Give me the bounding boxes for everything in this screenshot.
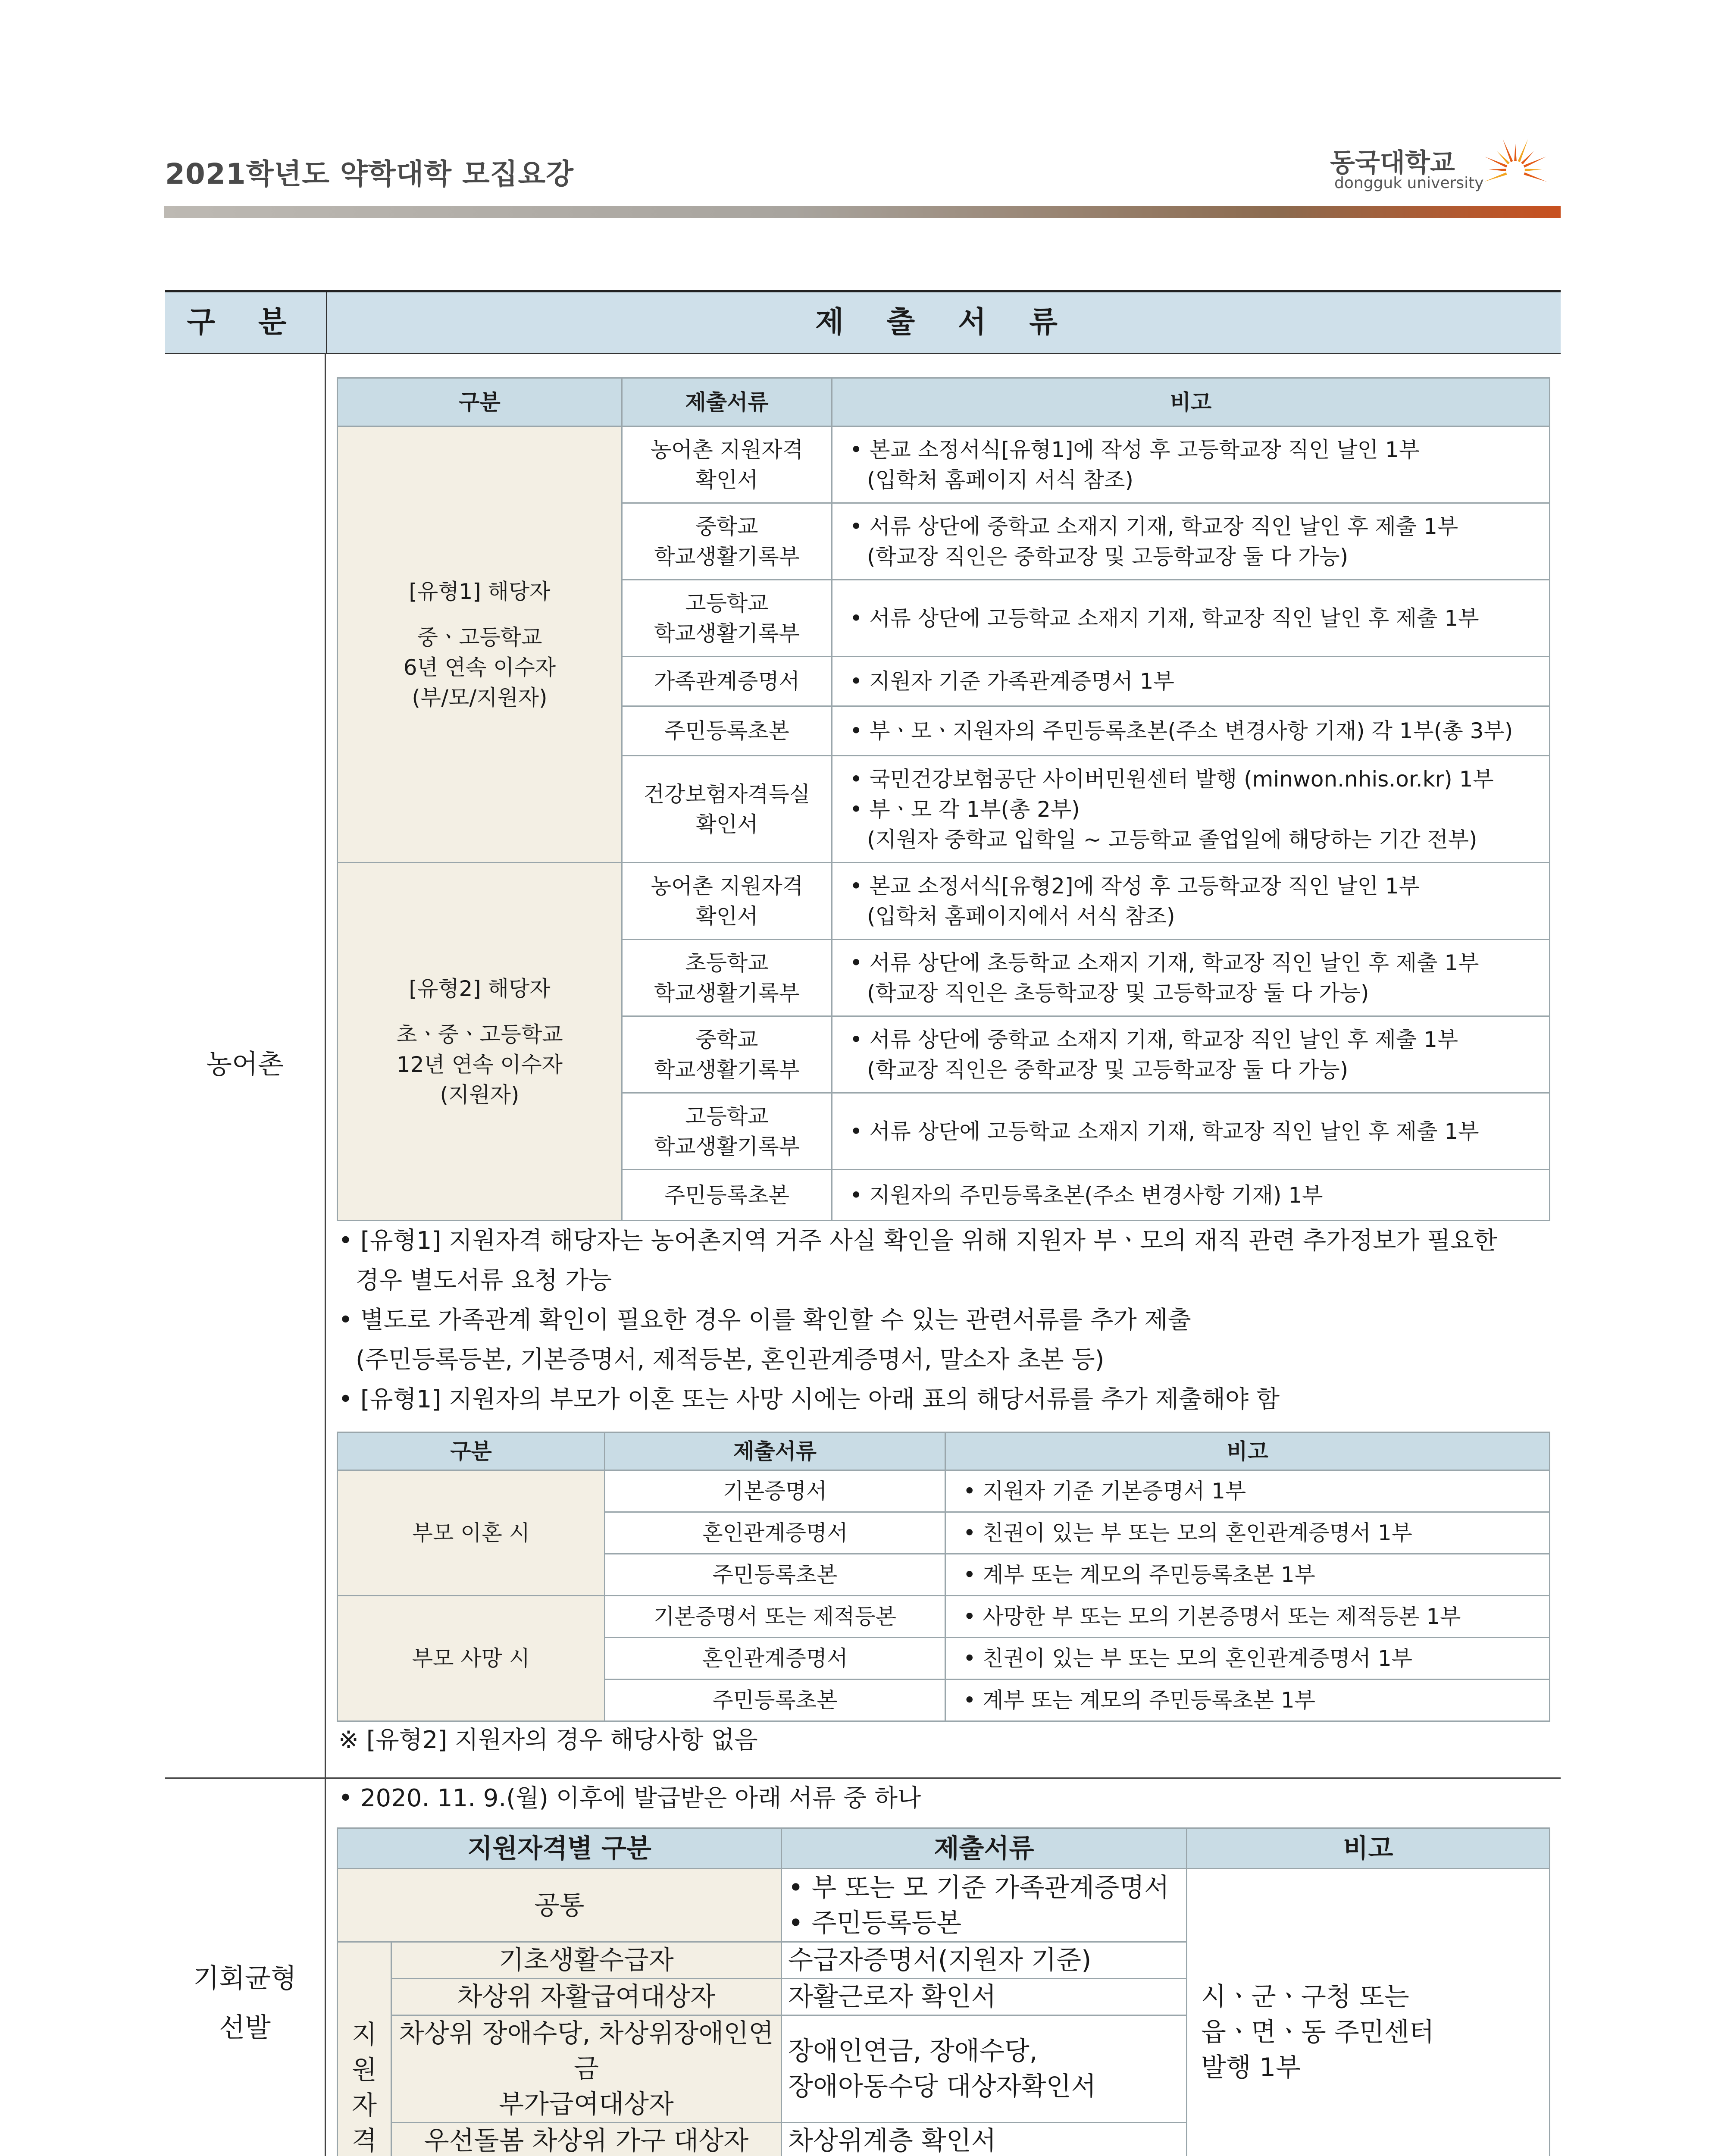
header-documents: 제 출 서 류 xyxy=(326,292,1562,353)
university-logo xyxy=(1330,129,1571,203)
table-header-row xyxy=(338,1432,1550,1470)
note-cell: • 친권이 있는 부 또는 모의 혼인관계증명서 1부 xyxy=(945,1638,1550,1680)
document-cell: 혼인관계증명서 xyxy=(605,1512,945,1554)
note-cell: • 계부 또는 계모의 주민등록초본 1부 xyxy=(945,1680,1550,1721)
document-cell: 중학교 학교생활기록부 xyxy=(622,503,832,580)
note-cell: • 계부 또는 계모의 주민등록초본 1부 xyxy=(945,1554,1550,1596)
table-row xyxy=(338,1470,1550,1512)
document-cell: 장애인연금, 장애수당, 장애아동수당 대상자확인서 xyxy=(782,2015,1187,2123)
document-cell: 농어촌 지원자격 확인서 xyxy=(622,863,832,940)
document-cell: 기본증명서 또는 제적등본 xyxy=(605,1596,945,1638)
column-header: 제출서류 xyxy=(605,1432,945,1470)
column-header: 지원자격별 구분 xyxy=(338,1828,782,1869)
document-cell: 건강보험자격득실 확인서 xyxy=(622,756,832,863)
column-header: 제출서류 xyxy=(782,1828,1187,1869)
document-cell: 수급자증명서(지원자 기준) xyxy=(782,1942,1187,1979)
document-cell: • 부 또는 모 기준 가족관계증명서 • 주민등록등본 xyxy=(782,1869,1187,1942)
column-header: 비고 xyxy=(832,378,1550,426)
note-cell: • 서류 상단에 고등학교 소재지 기재, 학교장 직인 날인 후 제출 1부 xyxy=(832,1093,1550,1170)
qualification-label: 기초생활수급자 xyxy=(391,1942,782,1979)
note-cell: • 서류 상단에 중학교 소재지 기재, 학교장 직인 날인 후 제출 1부 (학교장 직인은 중학교장 및 고등학교장 둘 다 가능) xyxy=(832,1016,1550,1093)
column-header: 비고 xyxy=(945,1432,1550,1470)
document-cell: 가족관계증명서 xyxy=(622,657,832,706)
note-cell: • 사망한 부 또는 모의 기본증명서 또는 제적등본 1부 xyxy=(945,1596,1550,1638)
table-row xyxy=(338,426,1550,503)
header-rule xyxy=(164,206,1561,218)
group-label-type2: [유형2] 해당자 초ㆍ중ㆍ고등학교 12년 연속 이수자 (지원자) xyxy=(338,863,622,1221)
document-cell: 주민등록초본 xyxy=(605,1680,945,1721)
group-label-death: 부모 사망 시 xyxy=(338,1596,605,1721)
table-row xyxy=(338,1869,1550,1942)
note-cell: • 지원자 기준 기본증명서 1부 xyxy=(945,1470,1550,1512)
header-category: 구 분 xyxy=(187,305,303,339)
gihoe-intro: • 2020. 11. 9.(월) 이후에 발급받은 아래 서류 중 하나 xyxy=(338,1784,921,1812)
section-label-gihoe: 기회균형 선발 xyxy=(193,1962,297,2043)
note-cell: • 친권이 있는 부 또는 모의 혼인관계증명서 1부 xyxy=(945,1512,1550,1554)
note-cell: • 국민건강보험공단 사이버민원센터 발행 (minwon.nhis.or.kr) 1부 • 부ㆍ모 각 1부(총 2부) (지원자 중학교 입학일 ~ 고등학교 졸업일에 해당하는 기간 전부) xyxy=(832,756,1550,863)
logo-name: 동국대학교 xyxy=(1330,148,1455,178)
table-header-row xyxy=(338,1828,1550,1869)
table-row xyxy=(338,863,1550,940)
nongeochon-documents-table xyxy=(337,377,1550,1221)
logo-ray xyxy=(1514,144,1517,161)
document-cell: 중학교 학교생활기록부 xyxy=(622,1016,832,1093)
document-cell: 주민등록초본 xyxy=(605,1554,945,1596)
document-title: 2021학년도 약학대학 모집요강 xyxy=(165,157,574,191)
common-label: 공통 xyxy=(338,1869,782,1942)
nongeochon-notes: • [유형1] 지원자격 해당자는 농어촌지역 거주 사실 확인을 위해 지원자 부ㆍ모의 재직 관련 추가정보가 필요한 경우 별도서류 요청 가능 • 별도로 가족관계 확인이 필요한 경우 이를 확인할 수 있는 관련서류를 추가 제출 (주민등록등본, 기본증명서, 제적등본, 혼인관계증명서, 말소자 초본 등) • [유형1] 지원자의 부모가 이혼 또는 사망 시에는 아래 표의 해당서류를 추가 제출해야 함 xyxy=(338,1227,1497,1413)
type2-note: ※ [유형2] 지원자의 경우 해당사항 없음 xyxy=(338,1726,758,1754)
table-header-row xyxy=(338,378,1550,426)
logo-ray xyxy=(1489,169,1506,171)
document-cell: 주민등록초본 xyxy=(622,1170,832,1221)
group-label-divorce: 부모 이혼 시 xyxy=(338,1470,605,1596)
table-row xyxy=(338,1596,1550,1638)
sunburst-logo-icon xyxy=(1485,129,1571,203)
main-table-header xyxy=(165,292,1561,354)
note-cell: 시ㆍ군ㆍ구청 또는 읍ㆍ면ㆍ동 주민센터 발행 1부 xyxy=(1187,1869,1550,2156)
note-cell: • 본교 소정서식[유형1]에 작성 후 고등학교장 직인 날인 1부 (입학처 홈페이지 서식 참조) xyxy=(832,426,1550,503)
column-header: 구분 xyxy=(338,378,622,426)
note-cell: • 서류 상단에 중학교 소재지 기재, 학교장 직인 날인 후 제출 1부 (학교장 직인은 중학교장 및 고등학교장 둘 다 가능) xyxy=(832,503,1550,580)
note-cell: • 부ㆍ모ㆍ지원자의 주민등록초본(주소 변경사항 기재) 각 1부(총 3부) xyxy=(832,706,1550,756)
parent-status-table xyxy=(337,1432,1550,1722)
qualification-label: 차상위 자활급여대상자 xyxy=(391,1979,782,2015)
document-cell: 기본증명서 xyxy=(605,1470,945,1512)
logo-ray xyxy=(1524,172,1547,182)
document-cell: 농어촌 지원자격 확인서 xyxy=(622,426,832,503)
column-header: 제출서류 xyxy=(622,378,832,426)
document-cell: 주민등록초본 xyxy=(622,706,832,756)
qualification-label: 차상위 장애수당, 차상위장애인연금 부가급여대상자 xyxy=(391,2015,782,2123)
section-label-nongeochon: 농어촌 xyxy=(206,1048,284,1080)
document-cell: 차상위계층 확인서 xyxy=(782,2123,1187,2156)
column-header: 구분 xyxy=(338,1432,605,1470)
gihoe-documents-table xyxy=(337,1827,1550,2156)
logo-subtitle: dongguk university xyxy=(1334,174,1484,192)
logo-ray xyxy=(1525,169,1542,171)
note-cell: • 서류 상단에 초등학교 소재지 기재, 학교장 직인 날인 후 제출 1부 (학교장 직인은 초등학교장 및 고등학교장 둘 다 가능) xyxy=(832,940,1550,1016)
document-cell: 고등학교 학교생활기록부 xyxy=(622,580,832,657)
vertical-label: 지 원 자 격 xyxy=(338,1942,391,2156)
note-cell: • 지원자의 주민등록초본(주소 변경사항 기재) 1부 xyxy=(832,1170,1550,1221)
document-cell: 고등학교 학교생활기록부 xyxy=(622,1093,832,1170)
group-label-type1: [유형1] 해당자 중ㆍ고등학교 6년 연속 이수자 (부/모/지원자) xyxy=(338,426,622,863)
qualification-label: 우선돌봄 차상위 가구 대상자 xyxy=(391,2123,782,2156)
column-header: 비고 xyxy=(1187,1828,1550,1869)
document-cell: 초등학교 학교생활기록부 xyxy=(622,940,832,1016)
document-cell: 혼인관계증명서 xyxy=(605,1638,945,1680)
note-cell: • 서류 상단에 고등학교 소재지 기재, 학교장 직인 날인 후 제출 1부 xyxy=(832,580,1550,657)
note-cell: • 본교 소정서식[유형2]에 작성 후 고등학교장 직인 날인 1부 (입학처 홈페이지에서 서식 참조) xyxy=(832,863,1550,940)
logo-ray xyxy=(1485,172,1507,182)
column-divider xyxy=(325,353,326,2156)
document-cell: 자활근로자 확인서 xyxy=(782,1979,1187,2015)
note-cell: • 지원자 기준 가족관계증명서 1부 xyxy=(832,657,1550,706)
